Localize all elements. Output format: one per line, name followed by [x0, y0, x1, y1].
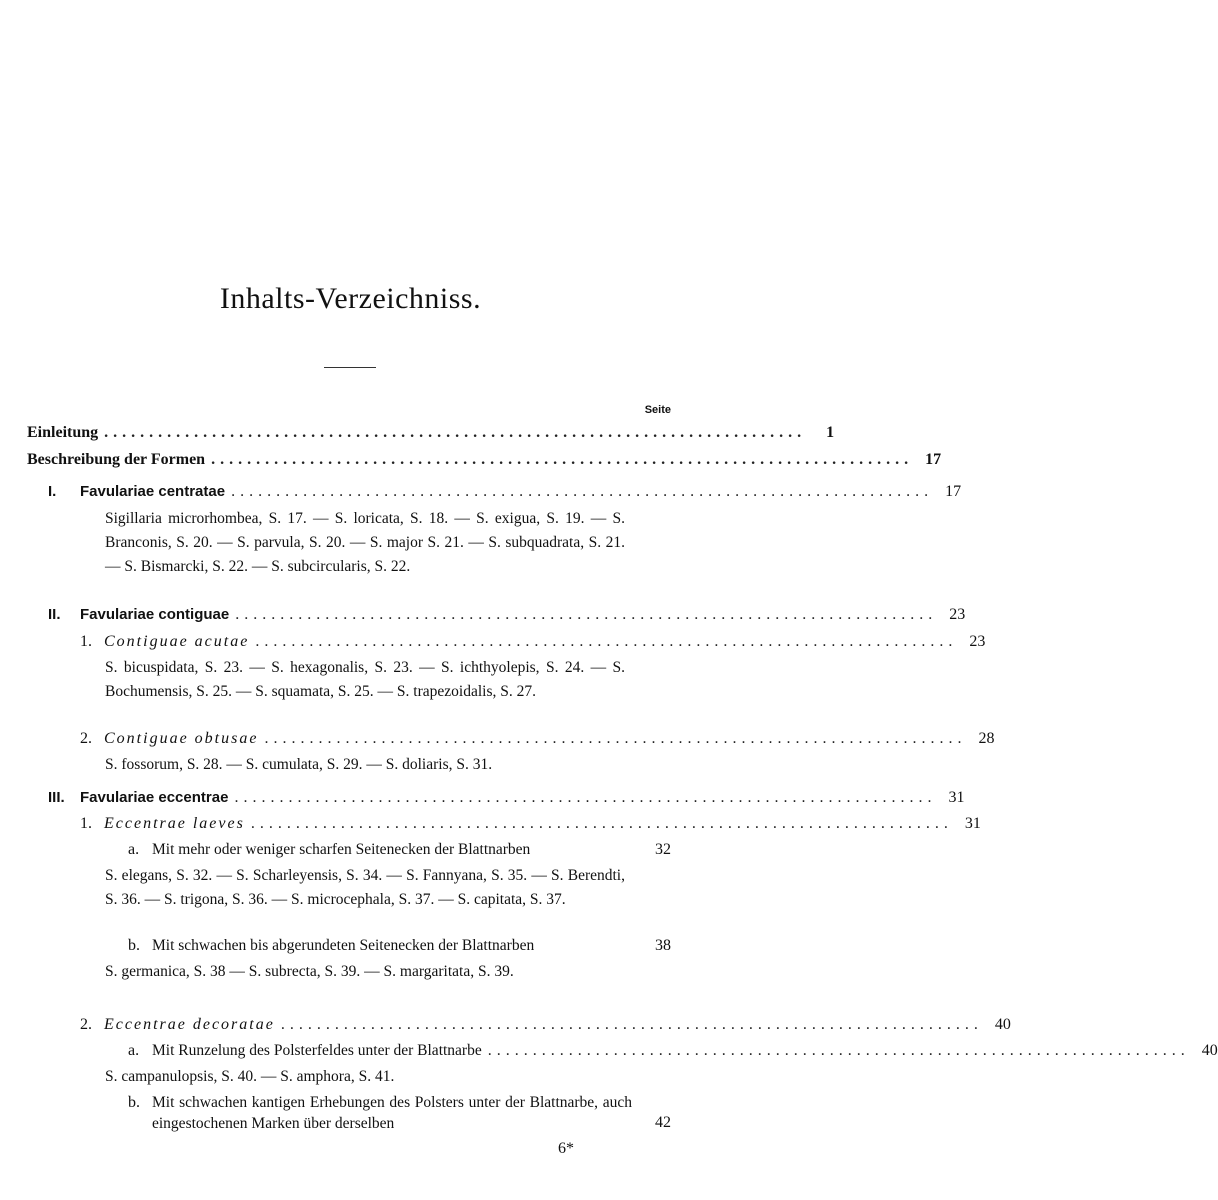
toc-entry-einleitung — [27, 422, 835, 444]
toc-page: 17 — [925, 451, 942, 468]
toc-label: Einleitung — [27, 424, 99, 441]
toc-page: 38 — [655, 937, 671, 954]
leader-dots: .............................................................................. — [487, 1042, 1190, 1059]
leader-dots: .............................................................................. — [264, 730, 967, 747]
species-list-3-1a: S. elegans, S. 32. — S. Scharleyensis, S. 34. — S. Fannyana, S. 35. — S. Berendti, S. 36. — S. trigona, S. 36. — S. microcephala, S. 37. — S. capitata, S. 37. — [105, 867, 625, 908]
toc-label: Beschreibung der Formen — [27, 451, 206, 468]
leader-dots: .............................................................................. — [250, 815, 953, 832]
section-number: III. — [48, 789, 65, 806]
toc-label: Favulariae eccentrae — [80, 789, 229, 806]
toc-section-2 — [48, 604, 966, 626]
species-list-2-1: S. bicuspidata, S. 23. — S. hexagonalis, S. 23. — S. ichthyolepis, S. 24. — S. Bochumensis, S. 25. — S. squamata, S. 25. — S. trapezoidalis, S. 27. — [105, 659, 625, 700]
toc-section-1 — [48, 481, 962, 503]
subsection-number: 1. — [80, 633, 92, 650]
toc-page: 23 — [969, 633, 986, 650]
species-list-2-2: S. fossorum, S. 28. — S. cumulata, S. 29. — S. doliaris, S. 31. — [105, 756, 493, 773]
toc-page: 17 — [945, 483, 962, 500]
toc-page: 23 — [949, 606, 966, 623]
toc-subsection-3-2b — [128, 1092, 671, 1134]
species-list-3-1b: S. germanica, S. 38 — S. subrecta, S. 39. — S. margaritata, S. 39. — [105, 963, 514, 980]
leader-dots: .............................................................................. — [231, 483, 934, 500]
subsection-letter: a. — [128, 1042, 140, 1059]
subsection-number: 2. — [80, 1016, 92, 1033]
toc-label: Mit Runzelung des Polsterfeldes unter der Blattnarbe — [152, 1042, 482, 1059]
toc-label: Favulariae centratae — [80, 483, 226, 500]
page-column-header: Seite — [644, 404, 671, 416]
toc-page: 40 — [994, 1016, 1011, 1033]
toc-page: 32 — [655, 841, 671, 858]
leader-dots: .............................................................................. — [280, 1016, 983, 1033]
toc-label: Favulariae contiguae — [80, 606, 230, 623]
title-divider — [324, 367, 376, 368]
toc-subsection-3-2 — [80, 1014, 1011, 1036]
leader-dots: .............................................................................. — [235, 606, 938, 623]
subsection-letter: a. — [128, 841, 140, 858]
toc-label: Eccentrae laeves — [104, 815, 245, 832]
toc-page: 31 — [964, 815, 981, 832]
species-list-3-2a: S. campanulopsis, S. 40. — S. amphora, S. 41. — [105, 1068, 395, 1085]
leader-dots: .............................................................................. — [104, 424, 807, 441]
page-title: Inhalts-Verzeichniss. — [219, 282, 482, 315]
toc-page: 1 — [826, 424, 835, 441]
leader-dots: .............................................................................. — [211, 451, 914, 468]
toc-subsection-2-2 — [80, 728, 995, 750]
toc-section-3 — [48, 787, 965, 809]
toc-subsection-3-1 — [80, 813, 981, 835]
toc-page: 42 — [655, 1114, 671, 1131]
subsection-number: 2. — [80, 730, 92, 747]
toc-label: Mit schwachen kantigen Erhebungen des Polsters unter der Blattnarbe, auch eingestochenen Marken über derselben — [152, 1094, 632, 1132]
toc-subsection-2-1 — [80, 631, 986, 653]
leader-dots: .............................................................................. — [255, 633, 958, 650]
section-number: I. — [48, 483, 57, 500]
toc-label: Mit schwachen bis abgerundeten Seitenecken der Blattnarben — [152, 937, 535, 954]
subsection-number: 1. — [80, 815, 92, 832]
toc-label: Mit mehr oder weniger scharfen Seitenecken der Blattnarben — [152, 841, 531, 858]
toc-subsection-3-2a — [128, 1040, 1218, 1062]
toc-entry-beschreibung — [27, 449, 942, 471]
species-list-1: Sigillaria microrhombea, S. 17. — S. loricata, S. 18. — S. exigua, S. 19. — S. Branconis, S. 20. — S. parvula, S. 20. — S. major S. 21. — S. subquadrata, S. 21. — S. Bismarcki, S. 22. — S. subcircularis, S. 22. — [105, 510, 625, 575]
toc-label: Eccentrae decoratae — [104, 1016, 275, 1033]
subsection-letter: b. — [128, 937, 140, 954]
toc-page: 31 — [948, 789, 965, 806]
toc-label: Contiguae acutae — [104, 633, 250, 650]
signature-mark: 6* — [558, 1140, 574, 1157]
toc-subsection-3-1a — [128, 839, 671, 861]
toc-page: 28 — [978, 730, 995, 747]
toc-label: Contiguae obtusae — [104, 730, 259, 747]
leader-dots: .............................................................................. — [234, 789, 937, 806]
subsection-letter: b. — [128, 1094, 140, 1111]
toc-subsection-3-1b — [128, 935, 671, 957]
section-number: II. — [48, 606, 61, 623]
toc-page: 40 — [1201, 1042, 1218, 1059]
